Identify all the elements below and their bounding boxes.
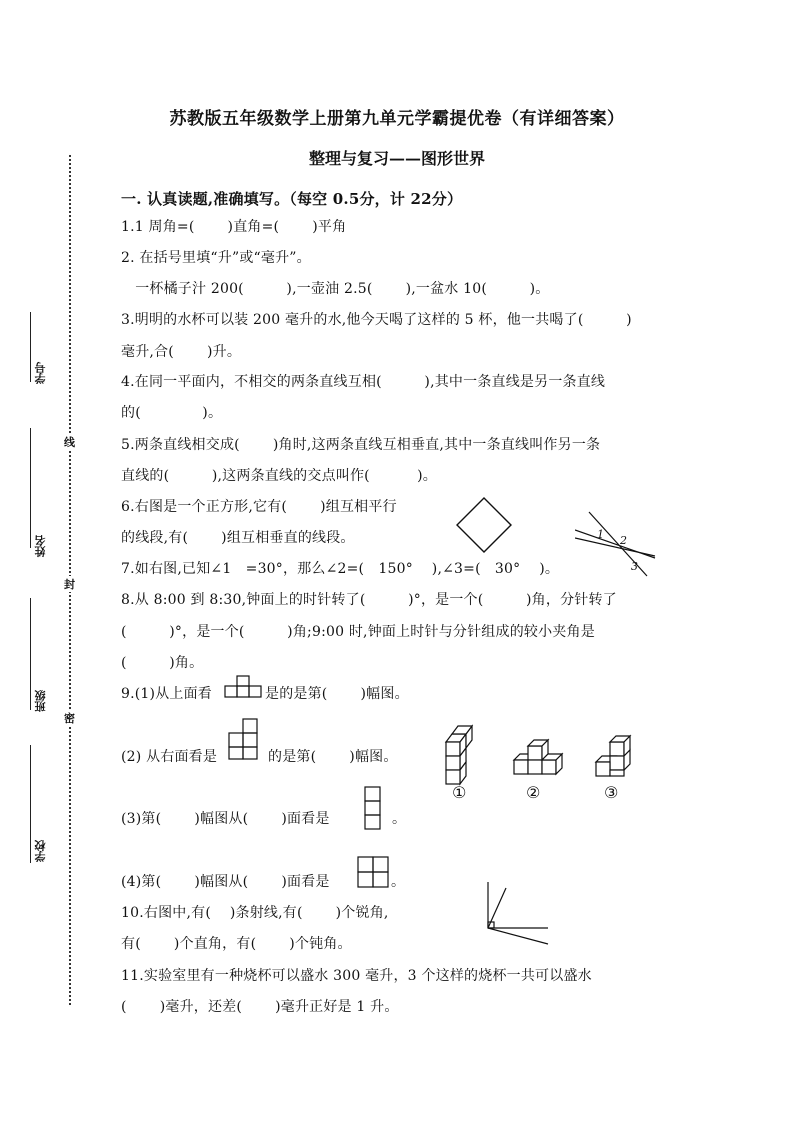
page-subtitle: 整理与复习——图形世界 (308, 149, 485, 168)
seal-char-mi: 密 (64, 712, 75, 725)
angle-label-2: 2 (620, 534, 627, 547)
question-9-1-suffix: 是的是第( )幅图。 (265, 686, 409, 702)
section-heading: 一. 认真读题,准确填写。（每空 0.5分，计 22分） (121, 190, 463, 208)
column-view-icon (363, 786, 383, 832)
question-6-cont: 的线段,有( )组互相垂直的线段。 (121, 530, 355, 546)
seal-char-feng: 封 (64, 578, 75, 591)
question-1: 1.1 周角=( )直角=( )平角 (121, 219, 347, 235)
seal-char-xian: 线 (64, 436, 75, 449)
question-10: 10.右图中,有( )条射线,有( )个锐角, (121, 905, 389, 921)
question-2: 2. 在括号里填“升”或“毫升”。 (121, 250, 311, 266)
question-6: 6.右图是一个正方形,它有( )组互相平行 (121, 499, 397, 515)
page-title: 苏教版五年级数学上册第九单元学霸提优卷（有详细答案） (169, 109, 625, 129)
figure-3-caption: ③ (604, 783, 619, 802)
question-9-4-prefix: (4)第( )幅图从( )面看是 (121, 874, 330, 890)
question-9-2-suffix: 的是第( )幅图。 (268, 749, 398, 765)
question-9-2-prefix: (2) 从右面看是 (121, 749, 218, 765)
name-blank[interactable] (30, 428, 31, 548)
school-label: 学校 (34, 840, 47, 862)
question-8-cont2: ( )角。 (121, 655, 204, 671)
question-5-cont: 直线的( ),这两条直线的交点叫作( )。 (121, 468, 437, 484)
name-label: 姓名 (34, 535, 47, 557)
figure-2-caption: ② (526, 783, 541, 802)
question-8-cont: ( )°，是一个( )角;9:00 时,钟面上时针与分针组成的较小夹角是 (121, 624, 595, 640)
question-9-3-prefix: (3)第( )幅图从( )面看是 (121, 811, 330, 827)
square-view-icon (356, 855, 392, 889)
question-5: 5.两条直线相交成( )角时,这两条直线互相垂直,其中一条直线叫作另一条 (121, 437, 601, 453)
question-11: 11.实验室里有一种烧杯可以盛水 300 毫升，3 个这样的烧杯一共可以盛水 (121, 968, 592, 984)
figure-1-caption: ① (452, 783, 467, 802)
rays-figure (478, 878, 556, 950)
question-3-cont: 毫升,合( )升。 (121, 344, 242, 360)
class-label: 班级 (34, 690, 47, 712)
question-10-cont: 有( )个直角，有( )个钝角。 (121, 936, 352, 952)
question-3: 3.明明的水杯可以装 200 毫升的水,他今天喝了这样的 5 杯，他一共喝了( ) (121, 312, 632, 328)
top-view-icon (224, 675, 264, 699)
question-2-items: 一杯橘子汁 200( ),一壶油 2.5( ),一盆水 10( )。 (121, 281, 550, 297)
class-blank[interactable] (30, 598, 31, 710)
right-view-icon (228, 718, 260, 762)
question-9-3-suffix: 。 (392, 811, 407, 827)
square-figure (455, 496, 513, 554)
question-11-cont: ( )毫升，还差( )毫升正好是 1 升。 (121, 999, 399, 1015)
student-id-label: 学号 (34, 362, 47, 384)
question-8: 8.从 8:00 到 8:30,钟面上的时针转了( )°，是一个( )角，分针转了 (121, 592, 617, 608)
student-id-blank[interactable] (30, 312, 31, 382)
angle-label-1: 1 (597, 528, 604, 541)
question-9-4-suffix: 。 (391, 874, 406, 890)
question-4: 4.在同一平面内，不相交的两条直线互相( ),其中一条直线是另一条直线 (121, 374, 606, 390)
school-blank[interactable] (30, 745, 31, 863)
angle-label-3: 3 (631, 560, 638, 573)
question-7: 7.如右图,已知∠1 =30°，那么∠2=( 150° ),∠3=( 30° )。 (121, 561, 560, 577)
question-4-cont: 的( )。 (121, 405, 223, 421)
cube-figures (440, 718, 670, 808)
question-9-1-prefix: 9.(1)从上面看 (121, 686, 212, 702)
